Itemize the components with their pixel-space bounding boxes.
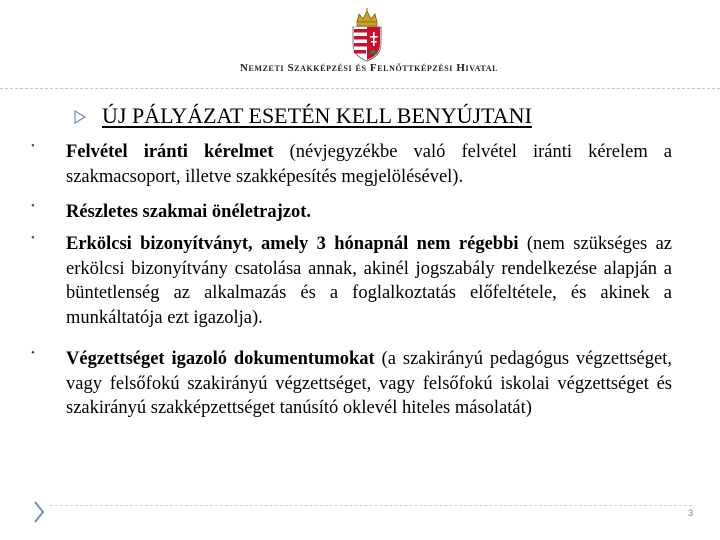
list-item [0, 232, 720, 347]
list-item [0, 140, 720, 200]
list-item [0, 200, 720, 232]
bullet-dot-icon: • [31, 347, 35, 359]
list-item-text [66, 347, 672, 421]
bullet-dot-icon: • [31, 200, 35, 212]
footer-divider [50, 505, 692, 506]
slide-arrow-icon [33, 501, 45, 523]
list-item-bold: Felvétel iránti kérelmet [66, 142, 274, 162]
list-item-text [66, 232, 672, 330]
hungarian-coat-of-arms-icon [349, 8, 385, 62]
page-number: 3 [687, 508, 693, 518]
bullet-dot-icon: • [31, 232, 35, 244]
list-item-text [66, 200, 672, 225]
section-heading: ÚJ PÁLYÁZAT ESETÉN KELL BENYÚJTANI [102, 103, 532, 128]
arrow-bullet-icon [74, 110, 86, 124]
bullet-dot-icon: • [31, 140, 35, 152]
list-item-rest: (a szakirányú pedagógus végzettséget, vagy felsőfokú szakirányú végzettséget, vagy felsőfokú iskolai végzettséget és szakirányú szakképzettséget tanúsító oklevél hiteles másolatát) [66, 349, 672, 418]
list-item-text [66, 140, 672, 189]
header-divider [0, 88, 720, 89]
heading-row [102, 103, 532, 133]
list-item-rest: (nem szükséges az erkölcsi bizonyítvány csatolása annak, akinél jogszabály rendelkezése alapján a büntetlenség az alkalmazás és a foglalkoztatás előfeltétele, és akinek a munkáltatója ezt igazolja). [66, 234, 673, 328]
list-item-rest: (névjegyzékbe való felvétel iránti kérelem a szakmacsoport, illetve szakképesítés megjelölésével). [66, 142, 673, 187]
organization-title: Nemzeti Szakképzési és Felnőttképzési Hivatal [239, 62, 499, 74]
list-item-bold: Részletes szakmai önéletrajzot. [66, 202, 312, 222]
list-item-bold: Végzettséget igazoló dokumentumokat [66, 349, 375, 369]
requirements-list [0, 140, 720, 421]
list-item [0, 347, 720, 421]
list-item-bold: Erkölcsi bizonyítványt, amely 3 hónapnál nem régebbi [66, 234, 519, 254]
